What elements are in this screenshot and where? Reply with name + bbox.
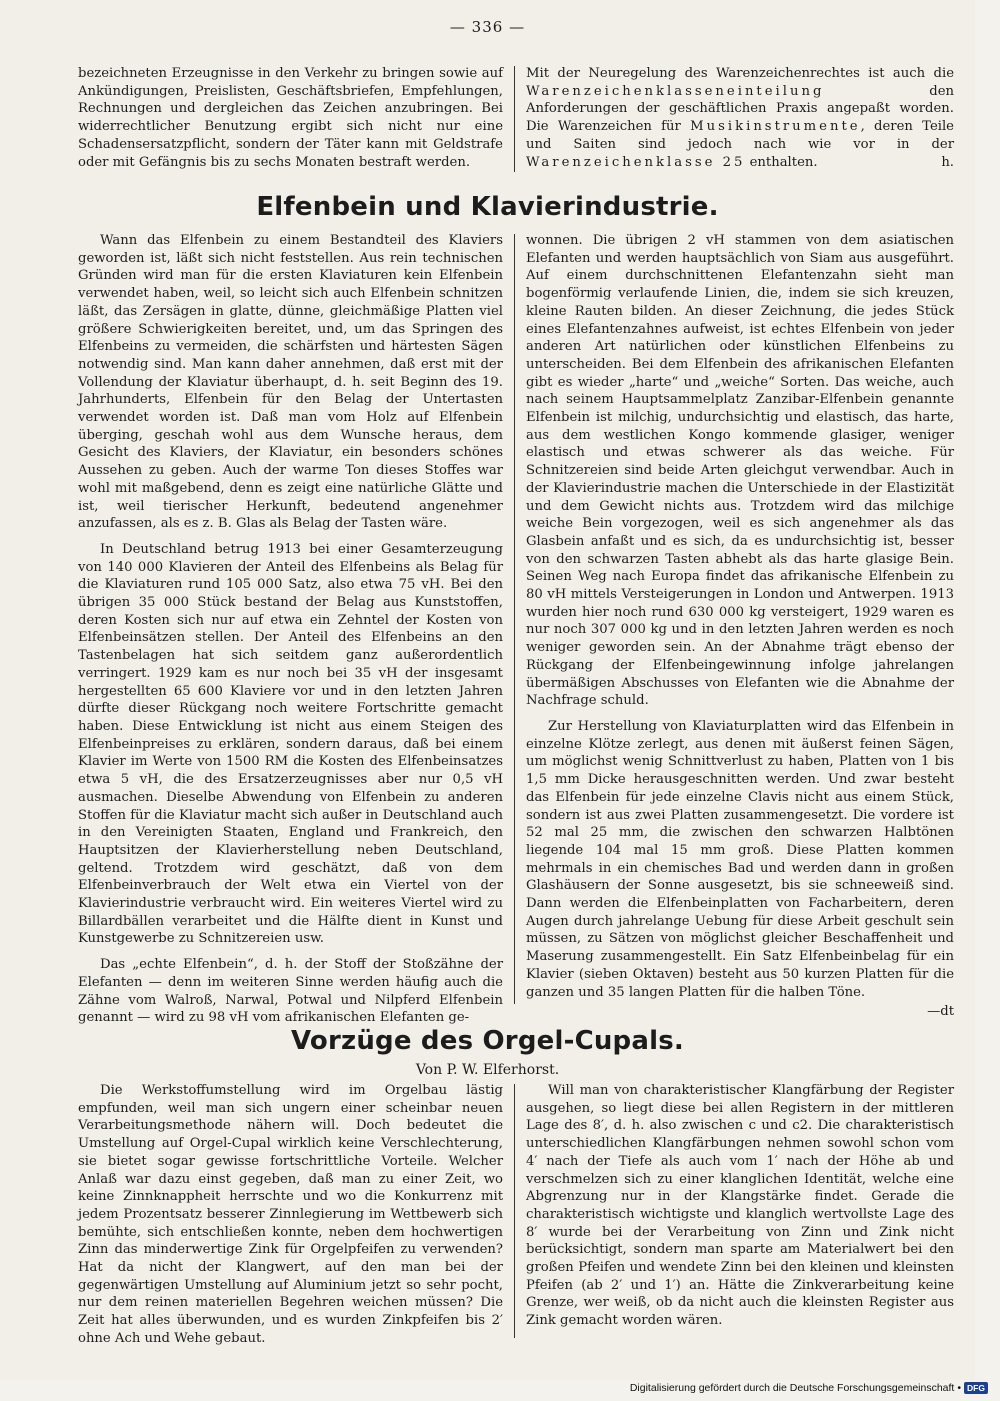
article-title-elfenbein: Elfenbein und Klavierindustrie. xyxy=(256,192,719,222)
article1-paragraph: Zur Herstellung von Klaviaturplatten wird das Elfenbein in einzelne Klötze zerlegt, aus denen mit äußerst feinen Sägen, um möglichst wenig Schnittverlust zu haben, Platten von 1 bis 1,5 mm Dicke herausgeschnitten werden. Und zwar besteht das Elfenbein für jede einzelne Clavis nicht aus einem Stück, sondern ist aus zwei Platten zusammengesetzt. Die vordere ist 52 mal 25 mm, die zwischen den schwarzen Halbtönen liegende 104 mal 15 mm groß. Diese Platten kommen mehrmals in ein chemisches Bad und werden dann in großen Glashäusern der Sonne ausgesetzt, bis sie schneeweiß sind. Dann werden die Elfenbeinplatten von Facharbeitern, deren Augen durch jahrelange Uebung für diese Arbeit geschult sein müssen, zu Sätzen von möglichst gleicher Beschaffenheit und Maserung zusammengestellt. Ein Satz Elfenbeinbelag für ein Klavier (sieben Oktaven) besteht aus 50 kurzen Platten für die ganzen und 35 langen Platten für die halben Töne. xyxy=(526,718,954,1000)
article2-paragraph: Will man von charakteristischer Klangfärbung der Register ausgehen, so liegt diese bei allen Registern in der mittleren Lage des 8′, d. h. also zwischen c und c2. Die charakteristisch unterschiedlichen Klangfärbungen nehmen sowohl schon vom 4′ nach der Tiefe als auch vom 1′ nach der Höhe ab und verschmelzen sich zu einer klanglichen Identität, welche eine Abgrenzung nur in der Klangstärke findet. Gerade die charakteristisch wichtigste und klanglich wertvollste Lage des 8′ wurde bei der Verarbeitung von Zinn und Zink nicht berücksichtigt, sondern man sparte am Materialwert bei den großen Pfeifen und wendete Zinn bei den kleinen und kleinsten Pfeifen (ab 2′ und 1′) an. Hätte die Zinkverarbeitung keine Grenze, wer weiß, ob da nicht auch die kleinsten Register aus Zink gemacht worden wären. xyxy=(526,1083,954,1329)
intro-right-part1: Mit der Neuregelung des Warenzeichenrechtes ist auch die xyxy=(526,66,954,81)
page-number: — 336 — xyxy=(449,18,526,36)
column-divider xyxy=(514,66,515,172)
digitization-footer xyxy=(630,1382,988,1394)
dfg-logo: DFG xyxy=(964,1382,988,1394)
footer-text: Digitalisierung gefördert durch die Deutsche Forschungsgemeinschaft xyxy=(629,1382,955,1394)
article2-left-column xyxy=(78,1082,503,1348)
column-divider xyxy=(514,1084,515,1338)
article2-right-column xyxy=(526,1082,954,1330)
intro-signature: h. xyxy=(941,154,954,170)
intro-left-column xyxy=(78,65,503,171)
article1-signature: —dt xyxy=(927,1004,954,1020)
intro-right-spaced1: Warenzeichenklasseneinteilung xyxy=(526,83,825,99)
article-title-orgel-cupal: Vorzüge des Orgel-Cupals. xyxy=(291,1026,684,1056)
intro-right-spaced3: Warenzeichenklasse 25 xyxy=(526,154,746,170)
footer-separator-dot: • xyxy=(957,1382,962,1394)
article2-byline: Von P. W. Elferhorst. xyxy=(415,1062,560,1078)
article1-paragraph: wonnen. Die übrigen 2 vH stammen von dem asiatischen Elefanten und werden hauptsächlich von Siam aus ausgeführt. Auf einem durchschnittenen Elefantenzahn sieht man bogenförmig verlaufende Linien, die, indem sie sich kreuzen, kleine Rauten bilden. An dieser Zeichnung, die jedes Stück eines Elefantenzahnes aufweist, ist echtes Elfenbein von jeder anderen Art natürlichen oder künstlichen Elfenbeins zu unterscheiden. Bei dem Elfenbein des afrikanischen Elefanten gibt es wieder „harte“ und „weiche“ Sorten. Das weiche, auch nach seinem Hauptsammelplatz Zanzibar-Elfenbein genannte Elfenbein ist milchig, undurchsichtig und elastisch, das harte, aus dem westlichen Kongo kommende glasiger, weniger elastisch und etwas schwerer als das weiche. Für Schnitzereien sind beide Arten gleichgut verwendbar. Auch in der Klavierindustrie machen die Unterschiede in der Elastizität und dem Gewicht nichts aus. Trotzdem wird das milchige weiche Bein vorgezogen, weil es sich angenehmer als das Glasbein anfaßt und es sich, da es undurchsichtig ist, besser von den schwarzen Tasten abhebt als das harte glasige Bein. Seinen Weg nach Europa findet das afrikanische Elfenbein zu 80 vH mittels Versteigerungen in London und Antwerpen. 1913 wurden hier noch rund 630 000 kg versteigert, 1929 waren es nur noch 307 000 kg und in den letzten Jahren werden es noch weniger geworden sein. An der Abnahme trägt ebenso der Rückgang der Elfenbeingewinnung infolge jahrelangen übermäßigen Abschusses von Elefanten wie die Abnahme der Nachfrage schuld. xyxy=(526,233,954,709)
intro-right-part4: enthalten. xyxy=(749,154,818,170)
intro-right-part3: , deren Teile und Saiten sind jedoch nach wie vor in der xyxy=(526,119,954,152)
article1-paragraph: Wann das Elfenbein zu einem Bestandteil des Klaviers geworden ist, läßt sich nicht feststellen. Aus rein technischen Gründen wird man für die ersten Klaviaturen kein Elfenbein verwendet haben, weil, so leicht sich auch Elfenbein schnitzen läßt, das Zersägen in glatte, dünne, gleichmäßige Platten viel größere Schwierigkeiten bereitet, und, um das Springen des Elfenbeins zu vermeiden, die schärfsten und härtesten Sägen notwendig sind. Man kann daher annehmen, daß erst mit der Vollendung der Klaviatur überhaupt, d. h. seit Beginn des 19. Jahrhunderts, Elfenbein für den Belag der Untertasten verwendet worden ist. Daß man vom Holz auf Elfenbein überging, geschah wohl aus dem Wunsche heraus, dem Gesicht des Klaviers, der Klaviatur, ein besonders schönes Aussehen zu geben. Auch der warme Ton dieses Stoffes war wohl mit maßgebend, denn es zeigt eine natürliche Glätte und ist, weil tierischer Herkunft, bedeutend angenehmer anzufassen, als es z. B. Glas als Belag der Tasten wäre. xyxy=(78,233,503,532)
intro-right-column xyxy=(526,65,954,171)
intro-right-part2: den Anforderungen der geschäftlichen Praxis angepaßt worden. Die Warenzeichen für xyxy=(526,83,954,135)
column-divider xyxy=(514,234,515,1004)
intro-right-spaced2: Musikinstrumente xyxy=(690,119,861,135)
intro-right-text xyxy=(526,65,954,171)
article1-paragraph: Das „echte Elfenbein“, d. h. der Stoff der Stoßzähne der Elefanten — denn im weiteren Sinne werden häufig auch die Zähne vom Walroß, Narwal, Potwal und Nilpferd Elfenbein genannt — wird zu 98 vH vom afrikanischen Elefanten ge- xyxy=(78,957,503,1026)
article2-paragraph: Die Werkstoffumstellung wird im Orgelbau lästig empfunden, weil man sich ungern einer scheinbar neuen Verarbeitungsmethode nähern will. Doch bedeutet die Umstellung auf Orgel-Cupal wirklich keine Verschlechterung, sie bietet sogar gewisse fortschrittliche Vorteile. Welcher Anlaß war dazu einst gegeben, daß man zu einer Zeit, wo keine Zinnknappheit herrschte und wo die Konkurrenz mit jedem Prozentsatz besserer Zinnlegierung im Wettbewerb sich bemühte, sich entschließen konnte, neben dem hochwertigen Zinn das minderwertige Zink für Orgelpfeifen zu verwenden? Hat da nicht der Klangwert, auf den man bei der gegenwärtigen Umstellung auf Aluminium jetzt so sehr pocht, nur dem reinen materiellen Begehren weichen müssen? Die Zeit hat alles überwunden, und es wurden Zinkpfeifen bis 2′ ohne Ach und Wehe gebaut. xyxy=(78,1083,503,1346)
article1-left-column xyxy=(78,232,503,1027)
article1-paragraph: In Deutschland betrug 1913 bei einer Gesamterzeugung von 140 000 Klavieren der Anteil des Elfenbeins als Belag für die Klaviaturen rund 105 000 Satz, also etwa 75 vH. Bei den übrigen 35 000 Stück bestand der Belag aus Kunststoffen, deren Kosten sich nur auf etwa ein Zehntel der Kosten von Elfenbeinsätzen stellen. Der Anteil des Elfenbeins an den Tastenbelagen hat sich seitdem ganz außerordentlich verringert. 1929 kam es nur noch bei 35 vH der insgesamt hergestellten 65 600 Klaviere vor und in den letzten Jahren dürfte dieser Rückgang noch weitere Fortschritte gemacht haben. Diese Entwicklung ist nicht aus einem Steigen des Elfenbeinpreises zu erklären, sondern daraus, daß bei einem Klavier im Werte von 1500 RM die Kosten des Elfenbeinsatzes etwa 5 vH, die des Ersatzerzeugnisses aber nur 0,5 vH ausmachen. Dieselbe Abwendung von Elfenbein zu anderen Stoffen für die Klaviatur macht sich außer in Deutschland auch in den Vereinigten Staaten, England und Frankreich, den Hauptsitzen der Klavierherstellung neben Deutschland, geltend. Trotzdem wird geschätzt, daß von dem Elfenbeinverbrauch der Welt etwa ein Viertel von der Klavierindustrie verbraucht wird. Ein weiteres Viertel wird zu Billardbällen verarbeitet und die Hälfte dient in Kunst und Kunstgewerbe zu Schnitzereien usw. xyxy=(78,541,503,947)
article1-right-column xyxy=(526,232,954,1021)
intro-left-text: bezeichneten Erzeugnisse in den Verkehr zu bringen sowie auf Ankündigungen, Preislisten, Geschäftsbriefen, Empfehlungen, Rechnungen und dergleichen das Zeichen anzubringen. Bei widerrechtlicher Benutzung ergibt sich nicht nur eine Schadensersatzpflicht, sondern der Täter kann mit Geldstrafe oder mit Gefängnis bis zu sechs Monaten bestraft werden. xyxy=(78,66,503,170)
